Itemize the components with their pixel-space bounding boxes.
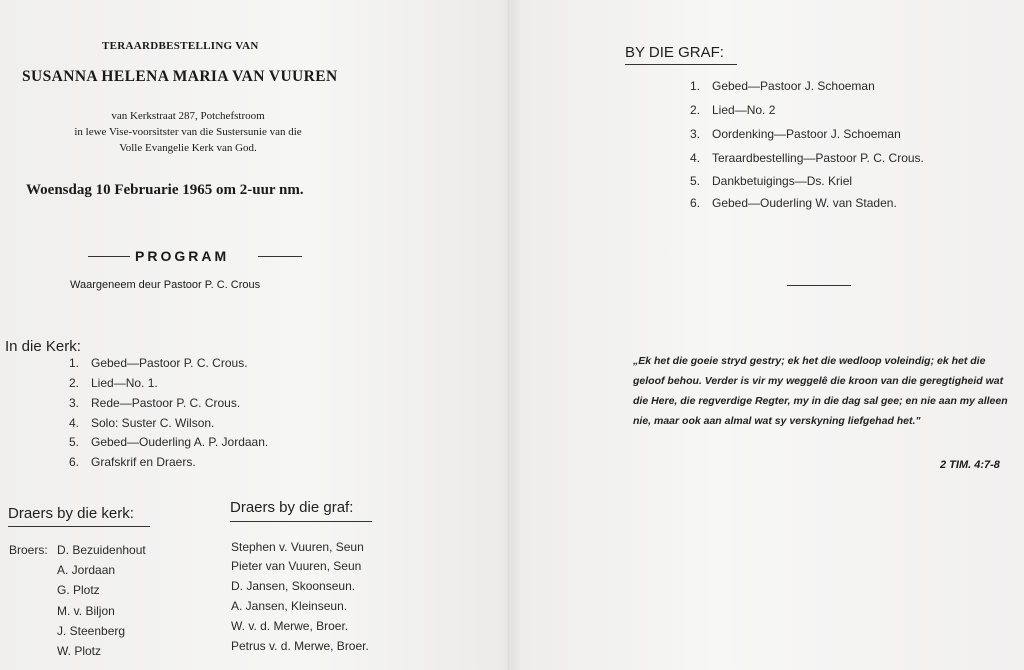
church-item: 6. Grafskrif en Draers.: [69, 455, 196, 469]
church-item: 4. Solo: Suster C. Wilson.: [69, 416, 215, 430]
bearer-church-name: A. Jordaan: [57, 563, 116, 577]
address-line-2: in lewe Vise-voorsitster van die Sustersunie van die: [74, 126, 302, 138]
divider-rule: [787, 285, 851, 286]
bearer-grave-name: D. Jansen, Skoonseun.: [231, 579, 356, 593]
service-title: TERAARDBESTELLING VAN: [102, 40, 259, 52]
bearer-church-name: M. v. Biljon: [57, 604, 115, 618]
bearers-grave-underline: [230, 521, 372, 522]
program-title: PROGRAM: [135, 248, 230, 264]
scripture-reference: 2 TIM. 4:7-8: [940, 459, 1000, 471]
bearer-grave-name: W. v. d. Merwe, Broer.: [231, 619, 349, 633]
bearer-church-name: D. Bezuidenhout: [57, 543, 146, 557]
program-rule-right: [258, 256, 302, 257]
program-officiant: Waargeneem deur Pastoor P. C. Crous: [70, 279, 261, 291]
scripture-quote: „Ek het die goeie stryd gestry; ek het die wedloop voleindig; ek het die geloof behou. Verder is vir my weggelê die kroon van die geregtigheid wat die Here, die regverdige Regter, my in die dag sal gee; en nie aan my alleen nie, maar ook aan almal wat sy verskyning liefgehad het.": [633, 355, 1008, 427]
bearers-grave-heading: Draers by die graf:: [230, 499, 354, 516]
deceased-name: SUSANNA HELENA MARIA VAN VUUREN: [22, 68, 338, 85]
bearer-grave-name: Pieter van Vuuren, Seun: [231, 559, 362, 573]
bearer-church-name: G. Plotz: [57, 583, 100, 597]
service-date: Woensdag 10 Februarie 1965 om 2-uur nm.: [26, 182, 304, 198]
grave-item: 6. Gebed—Ouderling W. van Staden.: [690, 196, 897, 210]
grave-heading-underline: [625, 64, 737, 65]
church-item: 1. Gebed—Pastoor P. C. Crous.: [69, 356, 248, 370]
church-item: 3. Rede—Pastoor P. C. Crous.: [69, 396, 241, 410]
grave-item: 2. Lied—No. 2: [690, 103, 776, 117]
bearer-grave-name: A. Jansen, Kleinseun.: [231, 599, 348, 613]
bearers-church-underline: [8, 526, 150, 527]
grave-item: 3. Oordenking—Pastoor J. Schoeman: [690, 127, 901, 141]
grave-item: 1. Gebed—Pastoor J. Schoeman: [690, 79, 875, 93]
grave-item: 4. Teraardbestelling—Pastoor P. C. Crous.: [690, 151, 924, 165]
bearer-grave-name: Petrus v. d. Merwe, Broer.: [231, 639, 369, 653]
church-item: 5. Gebed—Ouderling A. P. Jordaan.: [69, 435, 269, 449]
church-heading: In die Kerk:: [5, 338, 81, 355]
address-line-1: van Kerkstraat 287, Potchefstroom: [111, 110, 265, 122]
bearers-church-prefix: Broers:: [9, 543, 48, 557]
grave-heading: BY DIE GRAF:: [625, 44, 724, 61]
address-line-3: Volle Evangelie Kerk van God.: [119, 142, 257, 154]
church-item: 2. Lied—No. 1.: [69, 376, 158, 390]
bearer-church-name: W. Plotz: [57, 644, 102, 658]
bearer-church-name: J. Steenberg: [57, 624, 126, 638]
grave-item: 5. Dankbetuigings—Ds. Kriel: [690, 174, 853, 188]
paper-fold: [508, 0, 511, 670]
program-rule-left: [88, 256, 130, 257]
bearers-church-heading: Draers by die kerk:: [8, 505, 134, 522]
bearer-grave-name: Stephen v. Vuuren, Seun: [231, 540, 364, 554]
